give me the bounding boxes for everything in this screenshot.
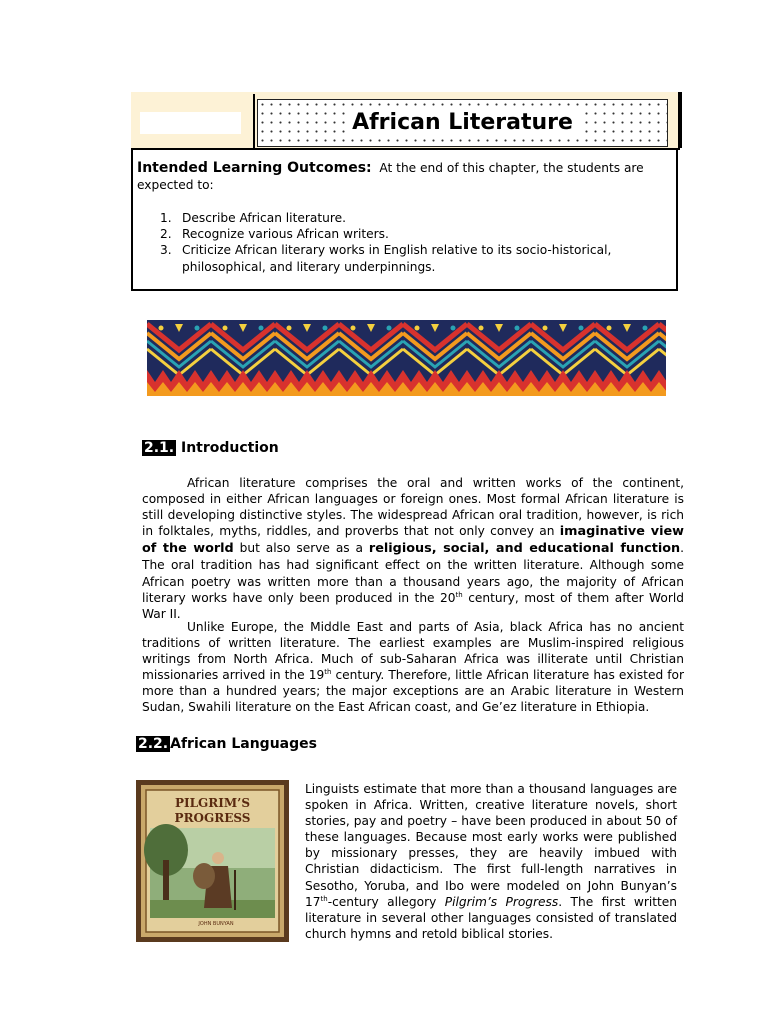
learning-outcomes-label: Intended Learning Outcomes: xyxy=(137,160,372,176)
section-title: African Languages xyxy=(170,736,317,752)
section-heading-introduction xyxy=(142,440,279,456)
learning-outcomes-text: At the end of this chapter, the students are expected to: xyxy=(137,161,644,192)
section-number: 2.1. xyxy=(144,440,175,456)
learning-outcomes-intro xyxy=(137,160,667,194)
languages-paragraph: Linguists estimate that more than a thousand languages are spoken in Africa. Written, creative literature novels, short stories, pay and poetry – have been produced in about 50 of these languages. Because most early works were published by missionary presses, they are heavily imbued with Christian didacticism. The first full-length narratives in Sesotho, Yoruba, and Ibo were modeled on John Bunyan’s 17th-century allegory Pilgrim’s Progress. The first written literature in several other languages consisted of translated church hymns and retold biblical stories. xyxy=(305,782,677,941)
outcomes-list xyxy=(160,210,630,275)
list-item: 2. Recognize various African writers. xyxy=(160,227,389,242)
intro-paragraph-2: Unlike Europe, the Middle East and parts of Asia, black Africa has no ancient traditions of written literature. The earliest examples are Muslim-inspired religious writings from North Africa. Much of sub-Saharan Africa was illiterate until Christian missionaries arrived in the 19th century. Therefore, little African literature has existed for more than a hundred years; the major exceptions are an Arabic literature in Western Sudan, Swahili literature on the East African coast, and Ge’ez literature in Ethiopia. xyxy=(142,620,685,715)
list-item: 1. Describe African literature. xyxy=(160,211,346,225)
african-pattern-banner xyxy=(147,320,666,396)
page-title: African Literature xyxy=(257,99,668,147)
section-heading-african-languages xyxy=(136,736,317,752)
section-number: 2.2. xyxy=(138,736,169,752)
svg-text:PROGRESS: PROGRESS xyxy=(174,811,251,825)
intro-paragraph-1: African literature comprises the oral and written works of the continent, composed in either African languages or foreign ones. Most formal African literature is still developing distinctive styles. The widespread African oral tradition, however, is rich in folktales, myths, riddles, and proverbs that not only convey an imaginative view of the world but also serve as a religious, social, and educational function. The oral tradition has had significant effect on the written literature. Although some African poetry was written more than a thousand years ago, the majority of African literary works have only been produced in the 20th century, most of them after World War II. xyxy=(142,476,685,621)
svg-text:JOHN BUNYAN: JOHN BUNYAN xyxy=(198,921,234,927)
header-divider xyxy=(253,94,255,148)
svg-text:PILGRIM’S: PILGRIM’S xyxy=(174,796,251,810)
section-title: Introduction xyxy=(181,440,279,456)
pattern-image xyxy=(147,320,666,396)
header-blank-label xyxy=(140,112,241,134)
pilgrims-progress-book-cover xyxy=(136,780,289,942)
list-item: 3. Criticize African literary works in English relative to its socio-historical, philosophical, and literary underpinnings. xyxy=(160,243,612,274)
